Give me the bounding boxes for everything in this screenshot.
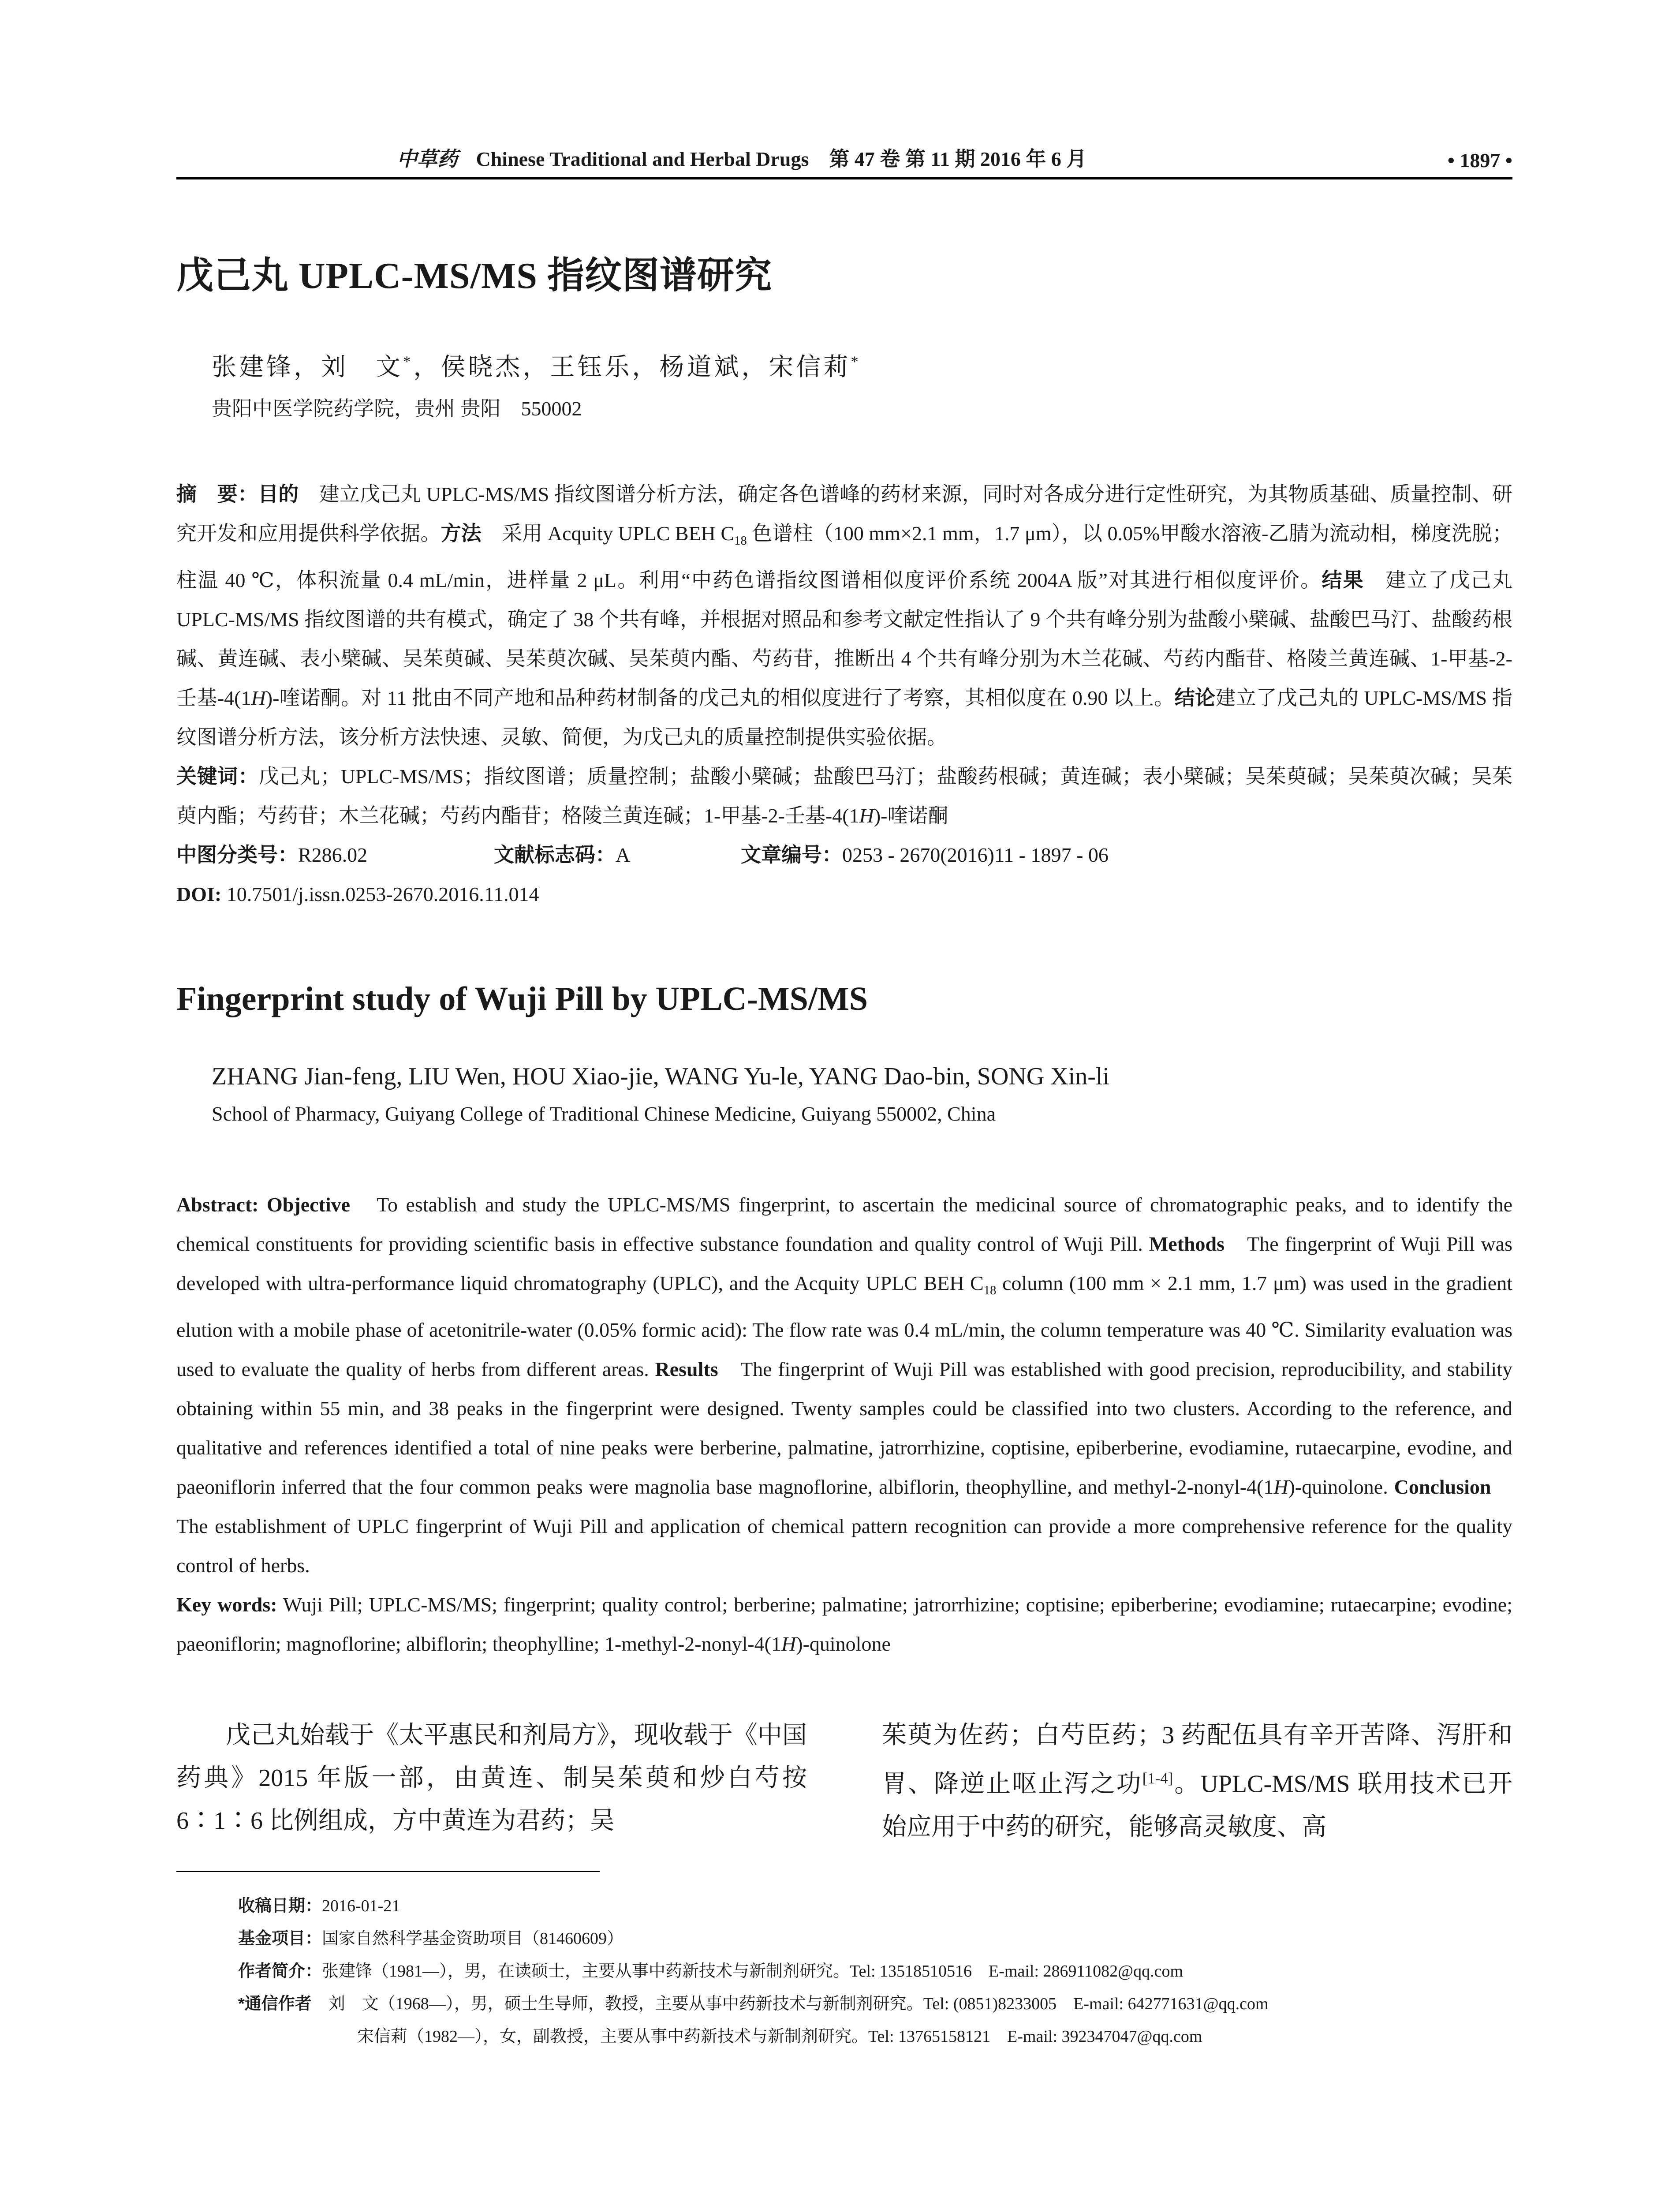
conclusion-label-en: Conclusion (1394, 1476, 1491, 1499)
abstract-cn-body (176, 475, 1512, 757)
citation-ref: [1-4] (1142, 1770, 1173, 1787)
keywords-text-en-2: )-quinolone (796, 1633, 891, 1656)
results-text-en-1: The fingerprint of Wuji Pill was established with good precision, reproducibility, and stability obtaining within 55 min, and 38 peaks in the fingerprint were designed. Twenty samples could be classified into two clusters. According to the reference, and qualitative and references identified a total of nine peaks were berberine, palmatine, jatrorrhizine, coptisine, epiberberine, evodiamine, rutaecarpine, evodine, and paeoniflorin inferred that the four common peaks were magnolia base magnoflorine, albiflorin, theophylline, and methyl-2-nonyl-4(1 (176, 1358, 1512, 1499)
footnote-received (238, 1890, 1512, 1922)
doc-code-cell (494, 835, 741, 875)
affiliation-cn: 贵阳中医学院药学院，贵州 贵阳 550002 (212, 397, 582, 420)
methods-sub-cn: 18 (734, 534, 747, 548)
results-label-en: Results (655, 1358, 718, 1381)
clc-label: 中图分类号： (176, 843, 298, 867)
results-text-cn-2: )-喹诺酮。对 11 批由不同产地和品种药材制备的戊己丸的相似度进行了考察，其相似度在 0.90 以上。 (265, 687, 1175, 710)
objective-text-en: To establish and study the UPLC-MS/MS fingerprint, to ascertain the medicinal source of chromatographic peaks, and to identify the chemical constituents for providing scientific basis in effective substance foundation and quality control of Wuji Pill. (176, 1193, 1513, 1256)
author-list-en: ZHANG Jian-feng, LIU Wen, HOU Xiao-jie, WANG Yu-le, YANG Dao-bin, SONG Xin-li (212, 1063, 1110, 1091)
affiliation-en: School of Pharmacy, Guiyang College of Traditional Chinese Medicine, Guiyang 550002, China (212, 1102, 996, 1125)
journal-issue: 第 47 卷 第 11 期 2016 年 6 月 (829, 148, 1087, 170)
doi-label: DOI: (176, 883, 222, 906)
keywords-text-cn-2: )-喹诺酮 (874, 804, 948, 827)
footnote-author (238, 1955, 1512, 1988)
footnotes (238, 1890, 1512, 2053)
keywords-label-cn: 关键词： (176, 765, 259, 788)
paper-title-en: Fingerprint study of Wuji Pill by UPLC-MS/MS (176, 980, 868, 1018)
results-label-cn: 结果 (1322, 568, 1365, 592)
methods-text-cn-1: 采用 Acquity UPLC BEH C (481, 522, 735, 545)
author-bio-label: 作者简介： (238, 1962, 322, 1981)
classification-line (176, 835, 1512, 875)
abstract-label-en: Abstract: (176, 1193, 259, 1216)
doi-value: 10.7501/j.issn.0253-2670.2016.11.014 (221, 883, 539, 906)
footnote-fund (238, 1922, 1512, 1955)
objective-label-cn: 目的 (258, 482, 299, 505)
body-paragraph-left: 戊己丸始载于《太平惠民和剂局方》，现收载于《中国药典》2015 年版一部，由黄连、制吴茱萸和炒白芍按 6∶1∶6 比例组成，方中黄连为君药；吴 (176, 1722, 807, 1835)
keywords-label-en: Key words: (176, 1593, 277, 1616)
body-column-left (176, 1714, 807, 1849)
abstract-en-body (176, 1185, 1512, 1585)
keywords-text-en-1: Wuji Pill; UPLC-MS/MS; fingerprint; quality control; berberine; palmatine; jatrorrhizine; coptisine; epiberberine; evodiamine; rutaecarpine; evodine; paeoniflorin; magnoflorine; albiflorin; theophylline; 1-methyl-2-nonyl-4(1 (176, 1593, 1512, 1656)
corresponding-mark: * (851, 353, 861, 370)
authors-cn-part1: 张建锋，刘 文 (212, 354, 403, 381)
received-value: 2016-01-21 (322, 1897, 400, 1916)
results-italic-h-en: H (1273, 1476, 1288, 1499)
objective-label-en: Objective (258, 1193, 351, 1216)
doi-line (176, 875, 1512, 914)
body-paragraph-right (882, 1714, 1512, 1849)
paper-page (176, 132, 1512, 2053)
conclusion-text-en: The establishment of UPLC fingerprint of Wuji Pill and application of chemical pattern recognition can provide a more comprehensive reference for the quality control of herbs. (176, 1476, 1512, 1577)
keywords-italic-h-cn: H (859, 804, 874, 827)
running-header (176, 132, 1512, 179)
journal-header (397, 143, 1086, 172)
corresponding-mark: * (403, 353, 414, 370)
corresponding-label: *通信作者 (238, 1995, 312, 2014)
methods-label-cn: 方法 (441, 522, 482, 545)
results-text-en-2: )-quinolone. (1288, 1476, 1394, 1499)
methods-text-en-2: column (100 mm × 2.1 mm, 1.7 μm) was used in the gradient elution with a mobile phase of acetonitrile-water (0.05% formic acid): The flow rate was 0.4 mL/min, the column temperature was 40 ℃. Similarity evaluation was used to evaluate the quality of herbs from different areas. (176, 1272, 1512, 1381)
author-list-cn (212, 348, 1512, 383)
doc-code-value: A (616, 844, 631, 867)
fund-value: 国家自然科学基金资助项目（81460609） (322, 1929, 624, 1948)
journal-name-en: Chinese Traditional and Herbal Drugs (476, 148, 809, 170)
abstract-en (176, 1185, 1512, 1663)
article-number-cell (741, 835, 1109, 875)
methods-label-en: Methods (1149, 1233, 1225, 1256)
footnote-corresponding-2: 宋信莉（1982—），女，副教授，主要从事中药新技术与新制剂研究。Tel: 13765158121 E-mail: 392347047@qq.com (357, 2027, 1202, 2046)
authors-cn-part2: ，侯晓杰，王钰乐，杨道斌，宋信莉 (413, 354, 851, 381)
page-number: • 1897 • (1447, 149, 1512, 172)
clc-value: R286.02 (298, 844, 368, 867)
methods-sub-en: 18 (983, 1284, 997, 1298)
footnote-rule (176, 1871, 600, 1872)
doc-code-label: 文献标志码： (494, 843, 616, 867)
body-right-text-2: 。UPLC-MS/MS 联用技术已开始应用于中药的研究，能够高灵敏度、高 (882, 1771, 1513, 1841)
article-number-value: 0253 - 2670(2016)11 - 1897 - 06 (842, 844, 1109, 867)
methods-text-cn-2: 色谱柱（100 mm×2.1 mm，1.7 μm），以 0.05%甲酸水溶液-乙腈为流动相，梯度洗脱；柱温 40 ℃，体积流量 0.4 mL/min，进样量 2 μL。利用“中药色谱指纹图谱相似度评价系统 2004A 版”对其进行相似度评价。 (176, 522, 1512, 592)
conclusion-text-cn: 建立了戊己丸的 UPLC-MS/MS 指纹图谱分析方法，该分析方法快速、灵敏、简便，为戊己丸的质量控制提供实验依据。 (176, 687, 1513, 749)
results-text-cn-1: 建立了戊己丸 UPLC-MS/MS 指纹图谱的共有模式，确定了 38 个共有峰，并根据对照品和参考文献定性指认了 9 个共有峰分别为盐酸小檗碱、盐酸巴马汀、盐酸药根碱、黄连碱、表小檗碱、吴茱萸碱、吴茱萸次碱、吴茱萸内酯、芍药苷，推断出 4 个共有峰分别为木兰花碱、芍药内酯苷、格陵兰黄连碱、1-甲基-2-壬基-4(1 (176, 569, 1512, 710)
body-right-text-1: 茱萸为佐药；白芍臣药；3 药配伍具有辛开苦降、泻肝和胃、降逆止呕止泻之功 (882, 1722, 1512, 1798)
clc-cell (176, 835, 494, 875)
keywords-en (176, 1585, 1512, 1663)
keywords-italic-h-en: H (781, 1633, 796, 1656)
corresponding-value-1: 刘 文（1968—），男，硕士生导师，教授，主要从事中药新技术与新制剂研究。Tel: (0851)8233005 E-mail: 642771631@qq.com (311, 1995, 1269, 2014)
footnote-corresponding (238, 1988, 1512, 2020)
keywords-text-cn-1: 戊己丸；UPLC-MS/MS；指纹图谱；质量控制；盐酸小檗碱；盐酸巴马汀；盐酸药根碱；黄连碱；表小檗碱；吴茱萸碱；吴茱萸次碱；吴茱萸内酯；芍药苷；木兰花碱；芍药内酯苷；格陵兰黄连碱；1-甲基-2-壬基-4(1 (176, 765, 1512, 827)
abstract-cn (176, 475, 1512, 914)
article-number-label: 文章编号： (741, 843, 842, 867)
conclusion-label-cn: 结论 (1174, 686, 1216, 710)
journal-name-cn: 中草药 (397, 148, 458, 170)
fund-label: 基金项目： (238, 1929, 322, 1948)
results-italic-h-cn: H (251, 687, 266, 710)
author-bio-value: 张建锋（1981—），男，在读硕士，主要从事中药新技术与新制剂研究。Tel: 13518510516 E-mail: 286911082@qq.com (322, 1962, 1183, 1981)
body-text (176, 1714, 1512, 1849)
objective-text-cn: 建立戊己丸 UPLC-MS/MS 指纹图谱分析方法，确定各色谱峰的药材来源，同时对各成分进行定性研究，为其物质基础、质量控制、研究开发和应用提供科学依据。 (176, 483, 1513, 545)
paper-title-cn: 戊己丸 UPLC-MS/MS 指纹图谱研究 (176, 255, 772, 296)
received-label: 收稿日期： (238, 1897, 322, 1916)
body-column-right (882, 1714, 1512, 1849)
abstract-label-cn: 摘 要： (176, 482, 258, 505)
keywords-cn (176, 757, 1512, 835)
methods-text-en-1: The fingerprint of Wuji Pill was developed with ultra-performance liquid chromatography (UPLC), and the Acquity UPLC BEH C (176, 1233, 1512, 1295)
